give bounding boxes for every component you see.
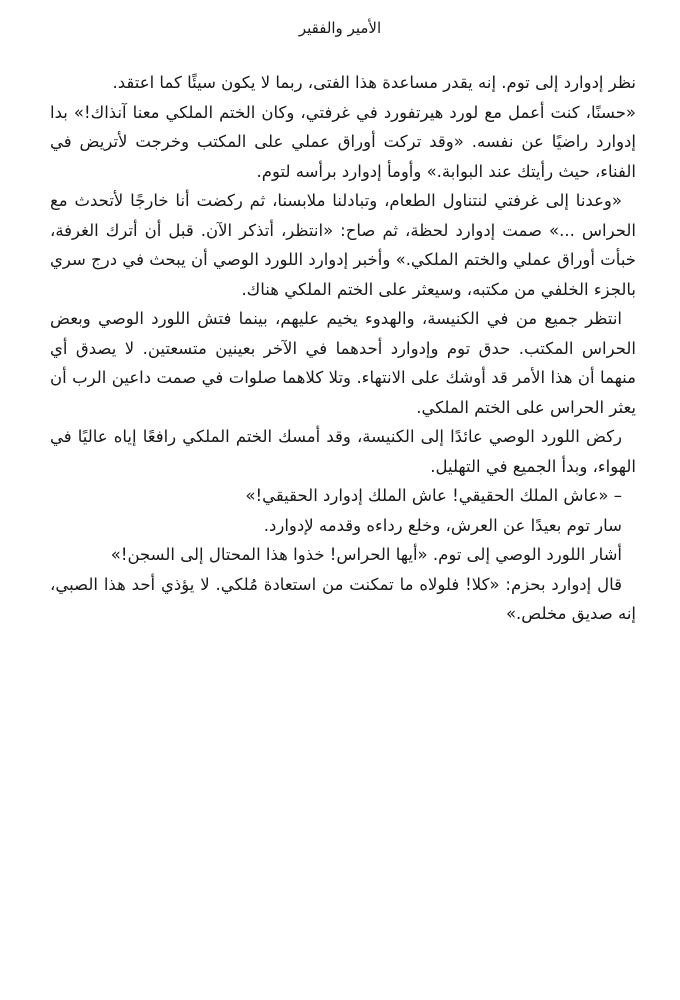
paragraph: «حسنًا، كنت أعمل مع لورد هيرتفورد في غرفتي، وكان الختم الملكي معنا آنذاك!» بدا إدوارد راضيًا عن نفسه. «وقد تركت أوراق عملي على المكتب وخرجت لأتريض في الفناء، حيث رأيتك عند البوابة.» وأومأ إدوارد برأسه لتوم.: [50, 102, 636, 181]
paragraph: «وعدنا إلى غرفتي لنتناول الطعام، وتبادلنا ملابسنا، ثم ركضت أنا خارجًا لأتحدث مع الحراس ...» صمت إدوارد لحظة، ثم صاح: «انتظر، أتذكر الآن. قبل أن أترك الغرفة، خبأت أوراق عملي والختم الملكي.» وأخبر إدوارد اللورد الوصي أن يبحث في درج سري بالجزء الخلفي من مكتبه، وسيعثر على الختم الملكي هناك.: [50, 191, 636, 299]
paragraph: انتظر جميع من في الكنيسة، والهدوء يخيم عليهم، بينما فتش اللورد الوصي وبعض الحراس المكتب. حدق توم وإدوارد أحدهما في الآخر بعينين متسعتين. لا يصدق أي منهما أن هذا الأمر قد أوشك على الانتهاء. وتلا كلاهما صلوات في صمت داعين الرب أن يعثر الحراس على الختم الملكي.: [50, 309, 636, 417]
paragraph: قال إدوارد بحزم: «كلا! فلولاه ما تمكنت من استعادة مُلكي. لا يؤذي أحد هذا الصبي، إنه صديق مخلص.»: [50, 574, 636, 623]
paragraph: سار توم بعيدًا عن العرش، وخلع رداءه وقدمه لإدوارد.: [263, 515, 622, 535]
body-text: [50, 68, 636, 629]
dialogue-line: – «عاش الملك الحقيقي! عاش الملك إدوارد الحقيقي!»: [245, 486, 622, 505]
paragraph: أشار اللورد الوصي إلى توم. «أيها الحراس! خذوا هذا المحتال إلى السجن!»: [110, 545, 622, 564]
running-header: الأمير والفقير: [298, 19, 382, 37]
paragraph: ركض اللورد الوصي عائدًا إلى الكنيسة، وقد أمسك الختم الملكي رافعًا إياه عاليًا في الهواء، وبدأ الجميع في التهليل.: [50, 427, 636, 476]
paragraph: نظر إدوارد إلى توم. إنه يقدر مساعدة هذا الفتى، ربما لا يكون سيئًا كما اعتقد.: [112, 73, 636, 92]
